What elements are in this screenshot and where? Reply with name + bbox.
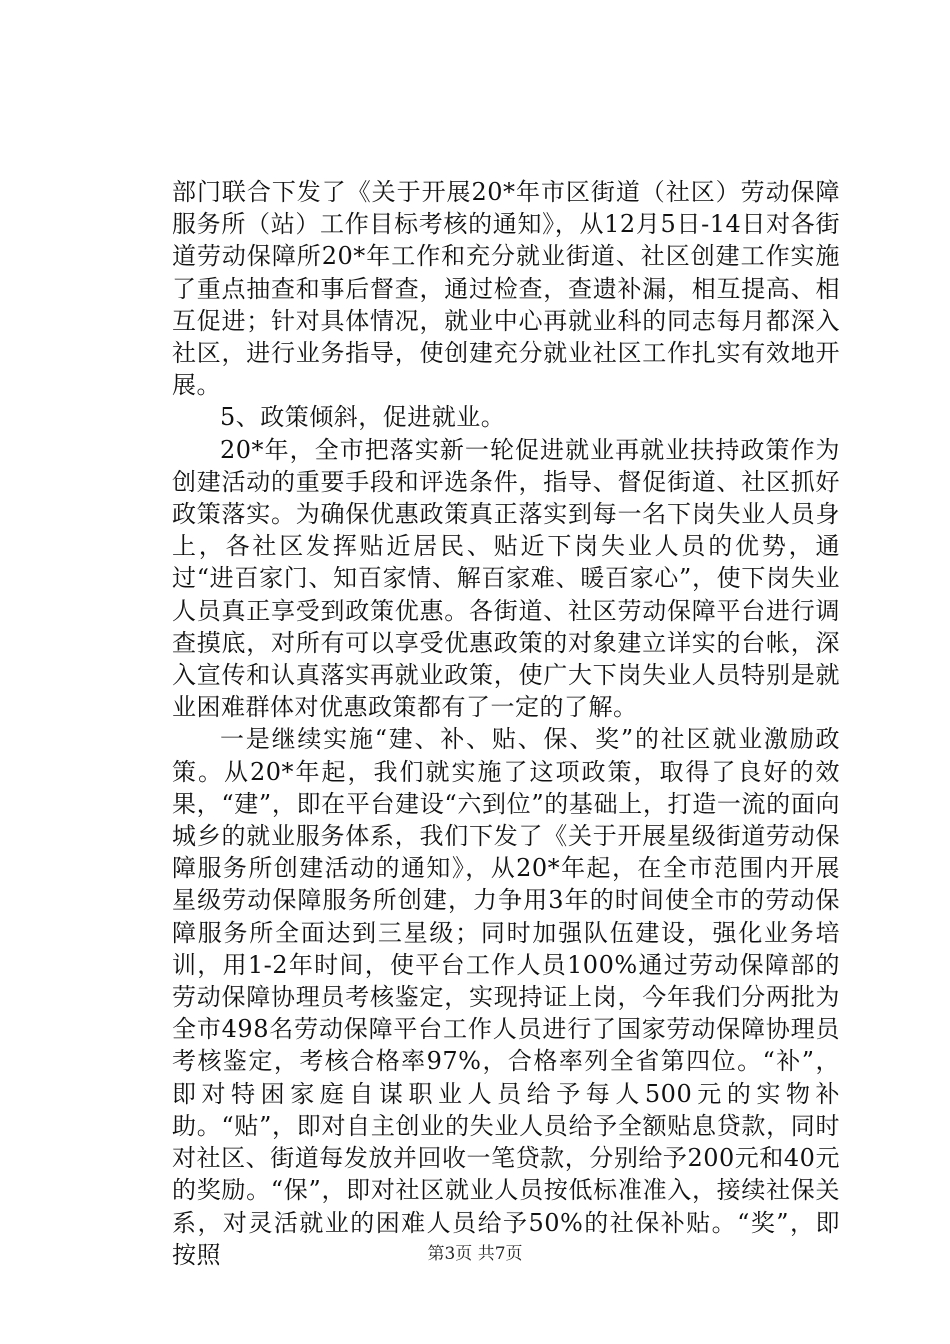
paragraph-3: 20*年，全市把落实新一轮促进就业再就业扶持政策作为创建活动的重要手段和评选条件，指导、督促街道、社区抓好政策落实。为确保优惠政策真正落实到每一名下岗失业人员身上，各社区发挥贴近居民、贴近下岗失业人员的优势，通过“进百家门、知百家情、解百家难、暖百家心”，使下岗失业人员真正享受到政策优惠。各街道、社区劳动保障平台进行调查摸底，对所有可以享受优惠政策的对象建立详实的台帐，深入宣传和认真落实再就业政策，使广大下岗失业人员特别是就业困难群体对优惠政策都有了一定的了解。 [172,435,840,722]
document-body [172,176,840,1271]
paragraph-2-heading: 5、政策倾斜，促进就业。 [220,403,506,432]
paragraph-4: 一是继续实施“建、补、贴、保、奖”的社区就业激励政策。从20*年起，我们就实施了这项政策，取得了良好的效果，“建”，即在平台建设“六到位”的基础上，打造一流的面向城乡的就业服务体系，我们下发了《关于开展星级街道劳动保障服务所创建活动的通知》，从20*年起，在全市范围内开展星级劳动保障服务所创建，力争用3年的时间使全市的劳动保障服务所全面达到三星级；同时加强队伍建设，强化业务培训，用1-2年时间，使平台工作人员100%通过劳动保障部的劳动保障协理员考核鉴定，实现持证上岗，今年我们分两批为全市498名劳动保障平台工作人员进行了国家劳动保障协理员考核鉴定，考核合格率97%，合格率列全省第四位。“补”，即对特困家庭自谋职业人员给予每人500元的实物补助。“贴”，即对自主创业的失业人员给予全额贴息贷款，同时对社区、街道每发放并回收一笔贷款，分别给予200元和40元的奖励。“保”，即对社区就业人员按低标准准入，接续社保关系，对灵活就业的困难人员给予50%的社保补贴。“奖”，即按照 [172,725,840,1269]
page-number-footer: 第3页 共7页 [427,1244,523,1264]
paragraph-1: 部门联合下发了《关于开展20*年市区街道（社区）劳动保障服务所（站）工作目标考核的通知》，从12月5日-14日对各街道劳动保障所20*年工作和充分就业街道、社区创建工作实施了重点抽查和事后督查，通过检查，查遗补漏，相互提高、相互促进；针对具体情况，就业中心再就业科的同志每月都深入社区，进行业务指导，使创建充分就业社区工作扎实有效地开展。 [172,178,840,400]
